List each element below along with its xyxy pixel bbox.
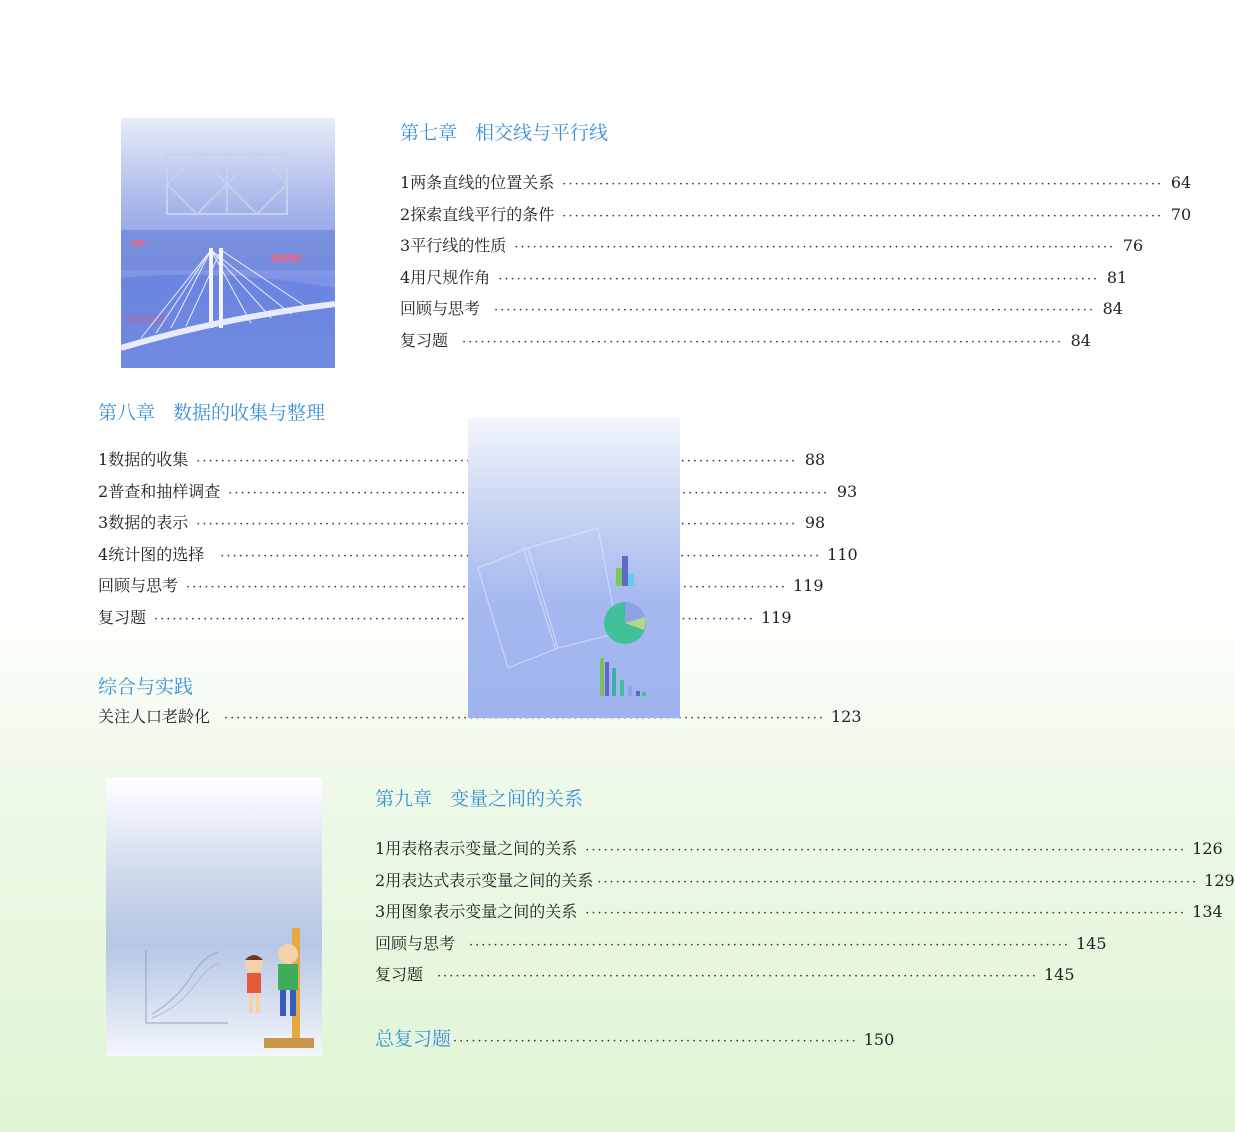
toc-item-text: 数据的表示 xyxy=(108,513,189,532)
toc-item[interactable] xyxy=(400,296,1123,328)
toc-item[interactable] xyxy=(98,447,826,479)
toc-item-number: 3 xyxy=(400,236,411,255)
toc-item-text: 复习题 xyxy=(375,965,424,984)
toc-item-number: 1 xyxy=(375,839,386,858)
toc-item-number: 2 xyxy=(98,481,109,501)
lattice-pattern xyxy=(167,154,287,214)
toc-item-number: 3 xyxy=(375,902,386,921)
statistics-illustration-graphic xyxy=(468,418,680,718)
mini-bar-chart-top xyxy=(616,556,634,586)
toc-item-number: 3 xyxy=(98,513,109,532)
chapter-8-title xyxy=(98,398,325,425)
toc-item[interactable] xyxy=(98,479,858,511)
toc-item-page: 119 xyxy=(792,576,824,595)
toc-item-text: 回顾与思考 xyxy=(375,933,456,953)
toc-item-text: 关注人口老龄化 xyxy=(98,707,211,726)
toc-item-text: 数据的收集 xyxy=(108,450,189,469)
toc-item[interactable] xyxy=(400,233,1144,265)
toc-item-number: 4 xyxy=(400,267,411,287)
growth-line-chart xyxy=(146,950,228,1023)
chapter-8-number: 第八章 xyxy=(98,402,156,424)
toc-item-text: 普查和抽样调查 xyxy=(108,481,221,501)
toc-item-page: 119 xyxy=(760,607,792,627)
toc-leader-dots xyxy=(514,240,1115,255)
toc-item[interactable] xyxy=(400,170,1192,202)
statistics-illustration xyxy=(468,418,680,718)
toc-leader-dots xyxy=(498,272,1099,287)
toc-item[interactable] xyxy=(400,202,1192,234)
chapter-7-toc xyxy=(400,170,1192,359)
toc-item[interactable] xyxy=(98,510,826,542)
toc-item-text: 复习题 xyxy=(400,330,449,350)
toc-leader-dots: ·································································· xyxy=(453,1034,858,1049)
toc-item-page: 126 xyxy=(1192,839,1223,858)
general-review-page: 150 xyxy=(863,1030,895,1049)
chapter-9-toc xyxy=(375,836,1235,994)
toc-item-text: 平行线的性质 xyxy=(410,236,507,255)
toc-item[interactable] xyxy=(98,704,862,736)
chapter-9-name: 变量之间的关系 xyxy=(450,788,584,810)
toc-item-text: 用图象表示变量之间的关系 xyxy=(385,902,578,921)
toc-item-page: 88 xyxy=(804,450,826,469)
bridge-illustration-graphic xyxy=(121,118,335,368)
chapter-8-name: 数据的收集与整理 xyxy=(173,402,326,424)
toc-item-text: 统计图的选择 xyxy=(108,544,205,564)
toc-item-number: 1 xyxy=(400,173,411,192)
cartoon-girl xyxy=(245,955,263,1013)
toc-item-page: 84 xyxy=(1102,299,1123,318)
toc-item-text: 用尺规作角 xyxy=(410,267,491,287)
practice-toc xyxy=(98,704,862,736)
toc-item-number: 1 xyxy=(98,450,109,469)
toc-item-text: 复习题 xyxy=(98,607,147,627)
toc-leader-dots xyxy=(562,177,1163,192)
chapter-7-title xyxy=(400,118,608,145)
toc-item[interactable] xyxy=(400,328,1091,360)
toc-leader-dots xyxy=(462,335,1063,350)
bridge-illustration xyxy=(121,118,335,368)
toc-item-text: 用表格表示变量之间的关系 xyxy=(385,839,578,858)
toc-item-page: 145 xyxy=(1075,933,1107,953)
toc-item[interactable] xyxy=(98,605,792,637)
toc-leader-dots xyxy=(562,209,1163,224)
toc-item-page: 81 xyxy=(1106,267,1128,287)
toc-leader-dots xyxy=(469,938,1070,953)
toc-item-number: 4 xyxy=(98,544,109,564)
toc-item-number: 2 xyxy=(375,870,386,890)
chapter-9-title xyxy=(375,784,583,811)
toc-item-page: 76 xyxy=(1122,236,1144,255)
practice-section-title xyxy=(98,672,193,699)
mini-bar-chart-bottom xyxy=(600,658,646,696)
toc-item-text: 探索直线平行的条件 xyxy=(410,204,555,224)
toc-item-page: 70 xyxy=(1170,204,1192,224)
toc-item[interactable] xyxy=(375,899,1223,931)
toc-item-page: 98 xyxy=(804,513,826,532)
toc-item-text: 两条直线的位置关系 xyxy=(410,173,555,192)
toc-item[interactable] xyxy=(98,542,858,574)
mini-pie-chart xyxy=(604,602,646,644)
cartoon-boy xyxy=(278,944,298,1016)
survey-paper-sketch xyxy=(478,528,618,668)
height-measuring-graphic xyxy=(106,778,322,1056)
general-review-entry[interactable] xyxy=(375,1024,895,1051)
toc-item[interactable] xyxy=(375,868,1235,900)
toc-item-page: 123 xyxy=(830,707,862,726)
toc-item-text: 回顾与思考 xyxy=(400,299,481,318)
toc-item-text: 用表达式表示变量之间的关系 xyxy=(385,870,594,890)
toc-item[interactable] xyxy=(375,962,1075,994)
practice-section-name: 综合与实践 xyxy=(98,676,194,698)
chapter-9-number: 第九章 xyxy=(375,788,433,810)
toc-item[interactable] xyxy=(400,265,1128,297)
bridge-tower-right xyxy=(219,248,223,328)
general-review-title: 总复习题 xyxy=(375,1028,452,1050)
toc-leader-dots xyxy=(585,906,1186,921)
toc-leader-dots xyxy=(494,303,1095,318)
chapter-8-toc xyxy=(98,447,858,636)
toc-item[interactable] xyxy=(375,836,1223,868)
toc-item-page: 93 xyxy=(836,481,858,501)
toc-item-page: 64 xyxy=(1170,173,1192,192)
toc-item-page: 145 xyxy=(1043,965,1075,984)
toc-item-page: 134 xyxy=(1192,902,1223,921)
toc-leader-dots xyxy=(597,875,1198,890)
toc-leader-dots xyxy=(585,843,1186,858)
chapter-7-name: 相交线与平行线 xyxy=(475,122,609,144)
toc-item-page: 110 xyxy=(827,544,858,564)
toc-item-page: 129 xyxy=(1204,870,1235,890)
toc-item[interactable] xyxy=(98,573,824,605)
toc-item-text: 回顾与思考 xyxy=(98,576,179,595)
bridge-tower-left xyxy=(209,248,213,328)
toc-item[interactable] xyxy=(375,931,1107,963)
toc-item-number: 2 xyxy=(400,204,411,224)
toc-leader-dots xyxy=(437,969,1038,984)
toc-item-page: 84 xyxy=(1070,330,1091,350)
height-measuring-illustration xyxy=(106,778,322,1056)
chapter-7-number: 第七章 xyxy=(400,122,458,144)
